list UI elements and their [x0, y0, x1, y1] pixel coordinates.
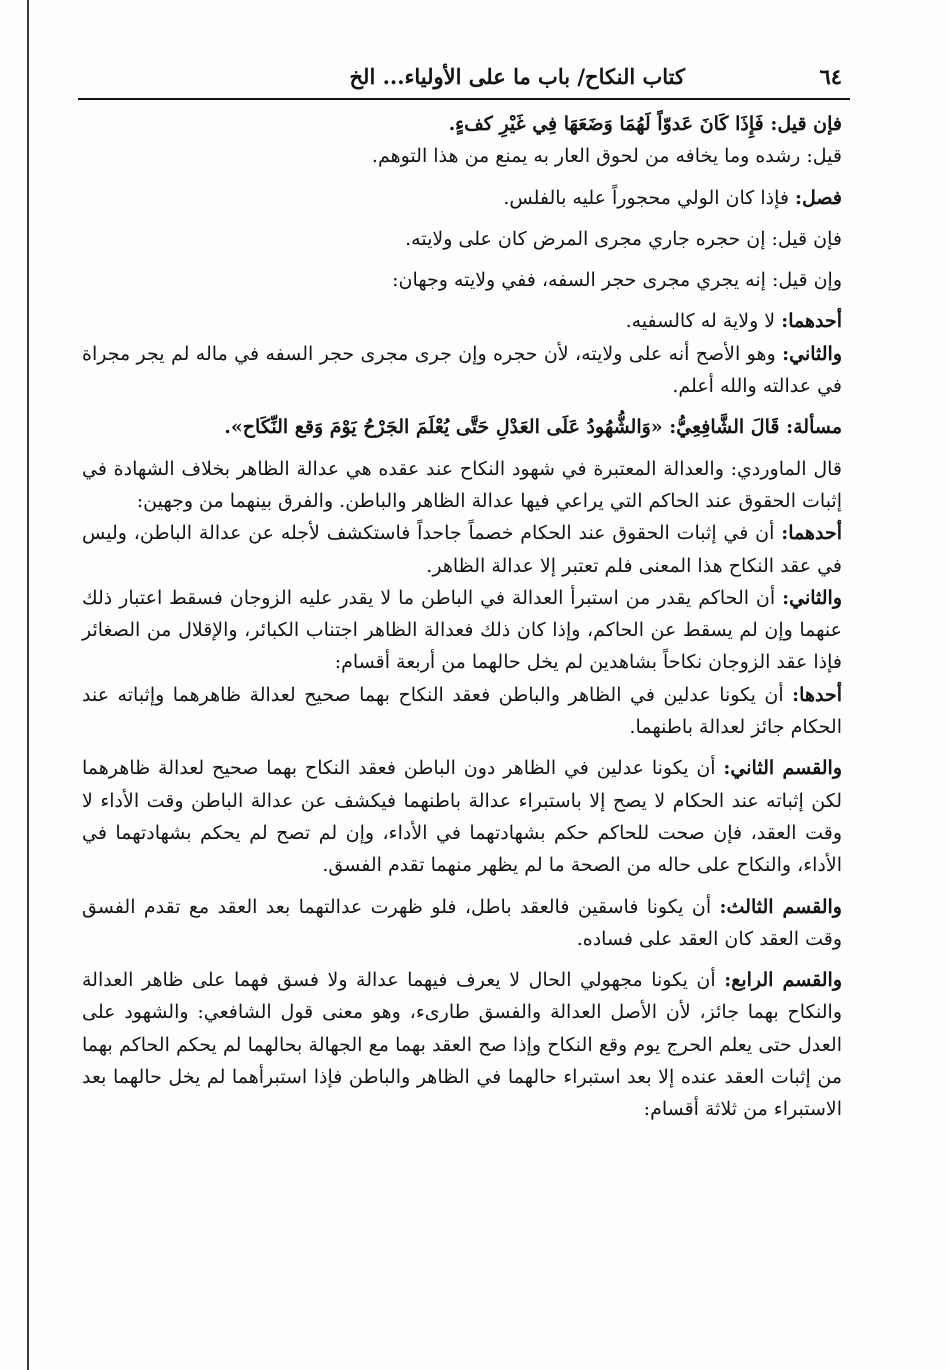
paragraph-text: أن يكونا عدلين في الظاهر دون الباطن فعقد النكاح بهما صحيح لعدالة ظاهرهما لكن إثباته عند الحكام لا يصح إلا باستبراء عدالة باطنهما فيكشف عن عدالة الباطن وقت الأداء لا وقت العقد، فإن صحت للحاكم حكم بشهادتهما في الأداء، وإن لم تصح لم يحكم بشهادتهما في الأداء، والنكاح على حاله من الصحة ما لم يظهر منهما تقدم الفسق. [82, 757, 842, 877]
section-heading: فصل: [795, 186, 842, 209]
quoted-text: «وَالشُّهُودُ عَلَى العَدْلِ حَتَّى يُعْلَمَ الجَرْحُ يَوْمَ وَقع النِّكَاح». [224, 416, 670, 439]
header-rule [78, 98, 850, 100]
paragraph-text: قيل: رشده وما يخافه من لحوق العار به يمنع من هذا التوهم. [371, 145, 842, 168]
paragraph [82, 411, 842, 443]
paragraph-text: أن يكونا مجهولي الحال لا يعرف فيهما عدالة ولا فسق فهما على ظاهر العدالة والنكاح بهما جائز، لأن الأصل العدالة والفسق طارىء، وهو معنى قول الشافعي: والشهود على العدل حتى يعلم الحرج يوم وقع النكاح وإذا صح العقد بهما مع الجهالة بحالهما لم يحكم الحاكم بهما من إثبات العقد عنده إلا بعد استبراء حالهما في الظاهر والباطن فإذا استبرأهما لم يخل حالهما بعد الاستبراء من ثلاثة أقسام: [82, 969, 842, 1121]
paragraph-text: فإذا كان الولي محجوراً عليه بالفلس. [503, 186, 796, 209]
paragraph-lead: والقسم الثالث: [719, 895, 842, 918]
paragraph-lead: أحدهما: [781, 310, 842, 333]
page-number: ٦٤ [819, 64, 842, 89]
paragraph [82, 752, 842, 881]
paragraph [82, 453, 842, 518]
paragraph [82, 223, 842, 255]
paragraph-text: فإن قيل: إن حجره جاري مجرى المرض كان على ولايته. [405, 227, 842, 250]
paragraph-text: أن الحاكم يقدر من استبرأ العدالة في الباطن ما لا يقدر عليه الزوجان فسقط اعتبار ذلك عنهما وإن لم يسقط عن الحاكم، وإذا كان ذلك فعدالة الظاهر اجتناب الكبائر، والإقلال من الصغائر فإذا عقد الزوجان نكاحاً بشاهدين لم يخل حالهما من أربعة أقسام: [82, 586, 842, 674]
paragraph [82, 305, 842, 337]
paragraph-lead: والقسم الثاني: [723, 757, 842, 780]
issue-heading: مسألة: قَالَ الشَّافِعِيُّ: [669, 416, 842, 439]
paragraph-text: لا ولاية له كالسفيه. [625, 310, 782, 333]
paragraph-lead: فإن قيل: [770, 113, 842, 135]
paragraph-lead: أحدهما: [781, 522, 842, 545]
paragraph [82, 108, 842, 140]
binding-edge [27, 0, 29, 1370]
paragraph-lead: والثاني: [782, 586, 842, 609]
paragraph [82, 891, 842, 956]
paragraph-lead: أحدها: [792, 683, 842, 706]
paragraph [82, 338, 842, 403]
paragraph [82, 964, 842, 1125]
running-header [78, 58, 850, 98]
paragraph-text: قال الماوردي: والعدالة المعتبرة في شهود النكاح عند عقده هي عدالة الظاهر بخلاف الشهادة في إثبات الحقوق عند الحاكم التي يراعي فيها عدالة الظاهر والباطن. والفرق بينهما من وجهين: [82, 457, 842, 512]
paragraph-text: وإن قيل: إنه يجري مجرى حجر السفه، ففي ولايته وجهان: [392, 269, 842, 292]
paragraph [82, 140, 842, 172]
paragraph [82, 517, 842, 582]
paragraph-text: أن يكونا عدلين في الظاهر والباطن فعقد النكاح بهما صحيح لعدالة ظاهرهما وإثباته عند الحكام جائز لعدالة باطنهما. [82, 683, 842, 739]
paragraph-text: وهو الأصح أنه على ولايته، لأن حجره وإن جرى مجرى حجر السفه في ماله لم يجر مجراة في عدالته والله أعلم. [82, 342, 842, 398]
paragraph-lead: والقسم الرابع: [724, 969, 843, 992]
header-title: كتاب النكاح/ باب ما على الأولياء... الخ [349, 64, 685, 89]
paragraph [82, 679, 842, 744]
page-body [82, 108, 842, 1126]
paragraph [82, 582, 842, 679]
paragraph-text: أن في إثبات الحقوق عند الحكام خصماً جاحداً فاستكشف لأجله عن عدالة الباطن، وليس في عقد النكاح هذا المعنى فلم تعتبر إلا عدالة الظاهر. [82, 522, 842, 577]
paragraph-lead: والثاني: [782, 342, 842, 365]
paragraph [82, 264, 842, 296]
paragraph [82, 182, 842, 214]
paragraph-text: أن يكونا فاسقين فالعقد باطل، فلو ظهرت عدالتهما بعد العقد مع تقدم الفسق وقت العقد كان العقد على فساده. [82, 895, 842, 950]
quoted-text: فَإِذَا كَانَ عَدوّاً لَهُمَا وَضَعَهَا فِي غَيْرِ كفءٍ. [448, 113, 771, 135]
